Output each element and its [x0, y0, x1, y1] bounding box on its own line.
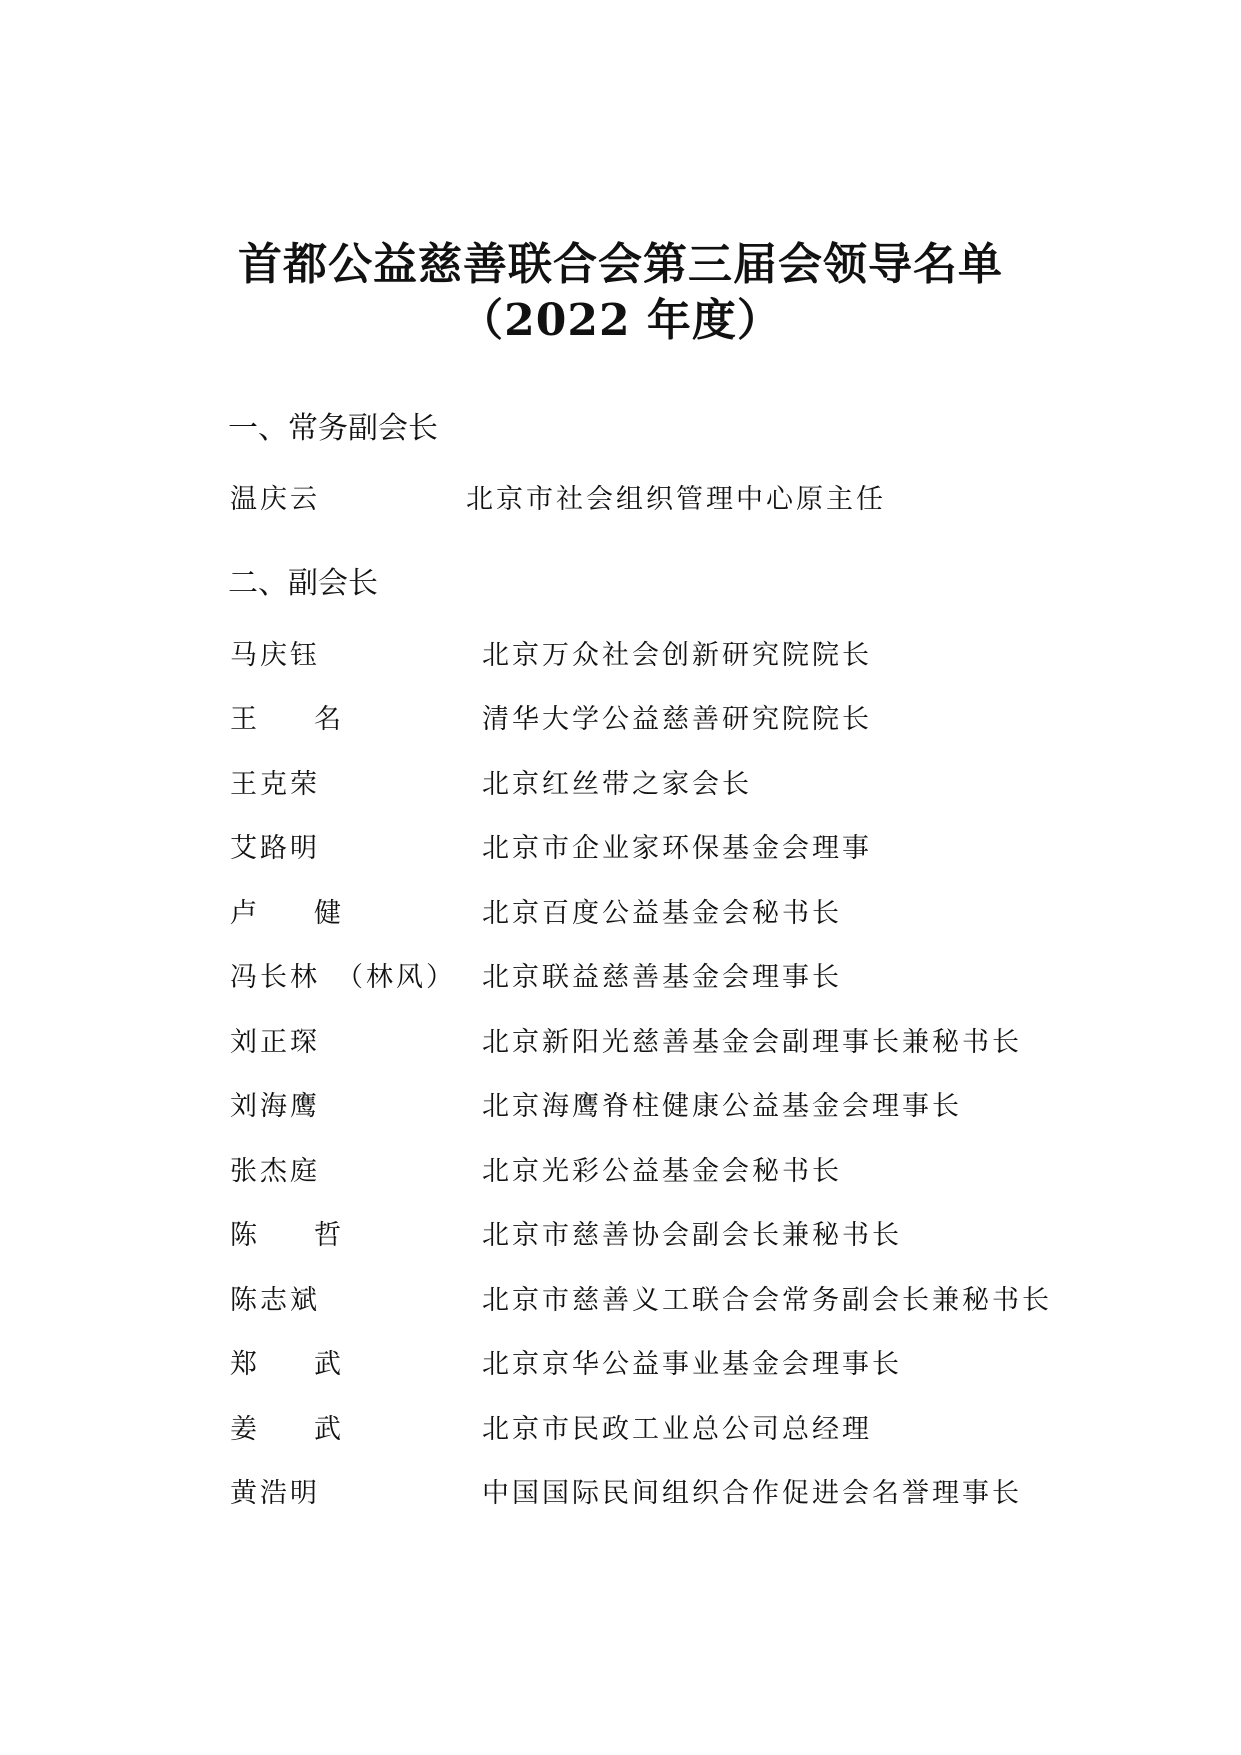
member-name-last: 名	[314, 704, 341, 735]
member-name: 黄浩明	[230, 1478, 320, 1509]
member-name-first: 王	[230, 704, 257, 735]
member-name	[230, 1342, 341, 1381]
member-name: 艾路明	[230, 833, 320, 864]
member-name-first: 郑	[230, 1349, 257, 1380]
list-item	[0, 1278, 1241, 1318]
member-title: 北京市企业家环保基金会理事	[482, 833, 872, 864]
member-title: 北京红丝带之家会长	[482, 769, 752, 800]
list-item	[0, 633, 1241, 673]
member-title: 北京光彩公益基金会秘书长	[482, 1156, 842, 1187]
member-name-last: 武	[314, 1349, 341, 1380]
member-title: 北京新阳光慈善基金会副理事长兼秘书长	[482, 1027, 1022, 1058]
list-item	[0, 1149, 1241, 1189]
member-name: 陈志斌	[230, 1285, 320, 1316]
member-name	[230, 955, 456, 994]
list-item	[0, 1020, 1241, 1060]
list-item	[0, 762, 1241, 802]
list-item	[0, 477, 1241, 517]
member-name: 马庆钰	[230, 640, 320, 671]
member-name-last: 哲	[314, 1220, 341, 1251]
member-name-last: 健	[314, 898, 341, 929]
member-title: 北京市民政工业总公司总经理	[482, 1414, 872, 1445]
member-title: 北京海鹰脊柱健康公益基金会理事长	[482, 1091, 962, 1122]
member-title: 北京市慈善协会副会长兼秘书长	[482, 1220, 902, 1251]
member-name: 温庆云	[230, 484, 320, 515]
document-title: 首都公益慈善联合会第三届会领导名单	[238, 239, 1003, 290]
member-name-first: 姜	[230, 1414, 257, 1445]
member-name	[230, 697, 341, 736]
member-title: 北京市慈善义工联合会常务副会长兼秘书长	[482, 1285, 1052, 1316]
member-name: 王克荣	[230, 769, 320, 800]
member-title: 北京联益慈善基金会理事长	[482, 962, 842, 993]
list-item	[0, 1084, 1241, 1124]
member-title: 北京万众社会创新研究院院长	[482, 640, 872, 671]
list-item	[0, 891, 1241, 931]
member-name: 刘海鹰	[230, 1091, 320, 1122]
list-item	[0, 826, 1241, 866]
section-heading-vice-president: 二、副会长	[228, 566, 378, 601]
member-title: 北京京华公益事业基金会理事长	[482, 1349, 902, 1380]
member-title: 北京百度公益基金会秘书长	[482, 898, 842, 929]
list-item	[0, 1342, 1241, 1382]
document-subtitle-year: （2022 年度）	[459, 295, 782, 346]
list-item	[0, 697, 1241, 737]
member-name	[230, 1213, 341, 1252]
member-alias: （林风）	[336, 962, 456, 993]
list-item	[0, 955, 1241, 995]
member-name: 张杰庭	[230, 1156, 320, 1187]
member-name	[230, 891, 341, 930]
list-item	[0, 1471, 1241, 1511]
list-item	[0, 1213, 1241, 1253]
member-name-first: 卢	[230, 898, 257, 929]
member-title: 清华大学公益慈善研究院院长	[482, 704, 872, 735]
member-name-main: 冯长林	[230, 962, 320, 993]
list-item	[0, 1407, 1241, 1447]
member-name	[230, 1407, 341, 1446]
member-title: 北京市社会组织管理中心原主任	[466, 484, 886, 515]
member-name-last: 武	[314, 1414, 341, 1445]
member-title: 中国国际民间组织合作促进会名誉理事长	[482, 1478, 1022, 1509]
member-name: 刘正琛	[230, 1027, 320, 1058]
section-heading-executive-vice-president: 一、常务副会长	[228, 411, 438, 446]
member-name-first: 陈	[230, 1220, 257, 1251]
